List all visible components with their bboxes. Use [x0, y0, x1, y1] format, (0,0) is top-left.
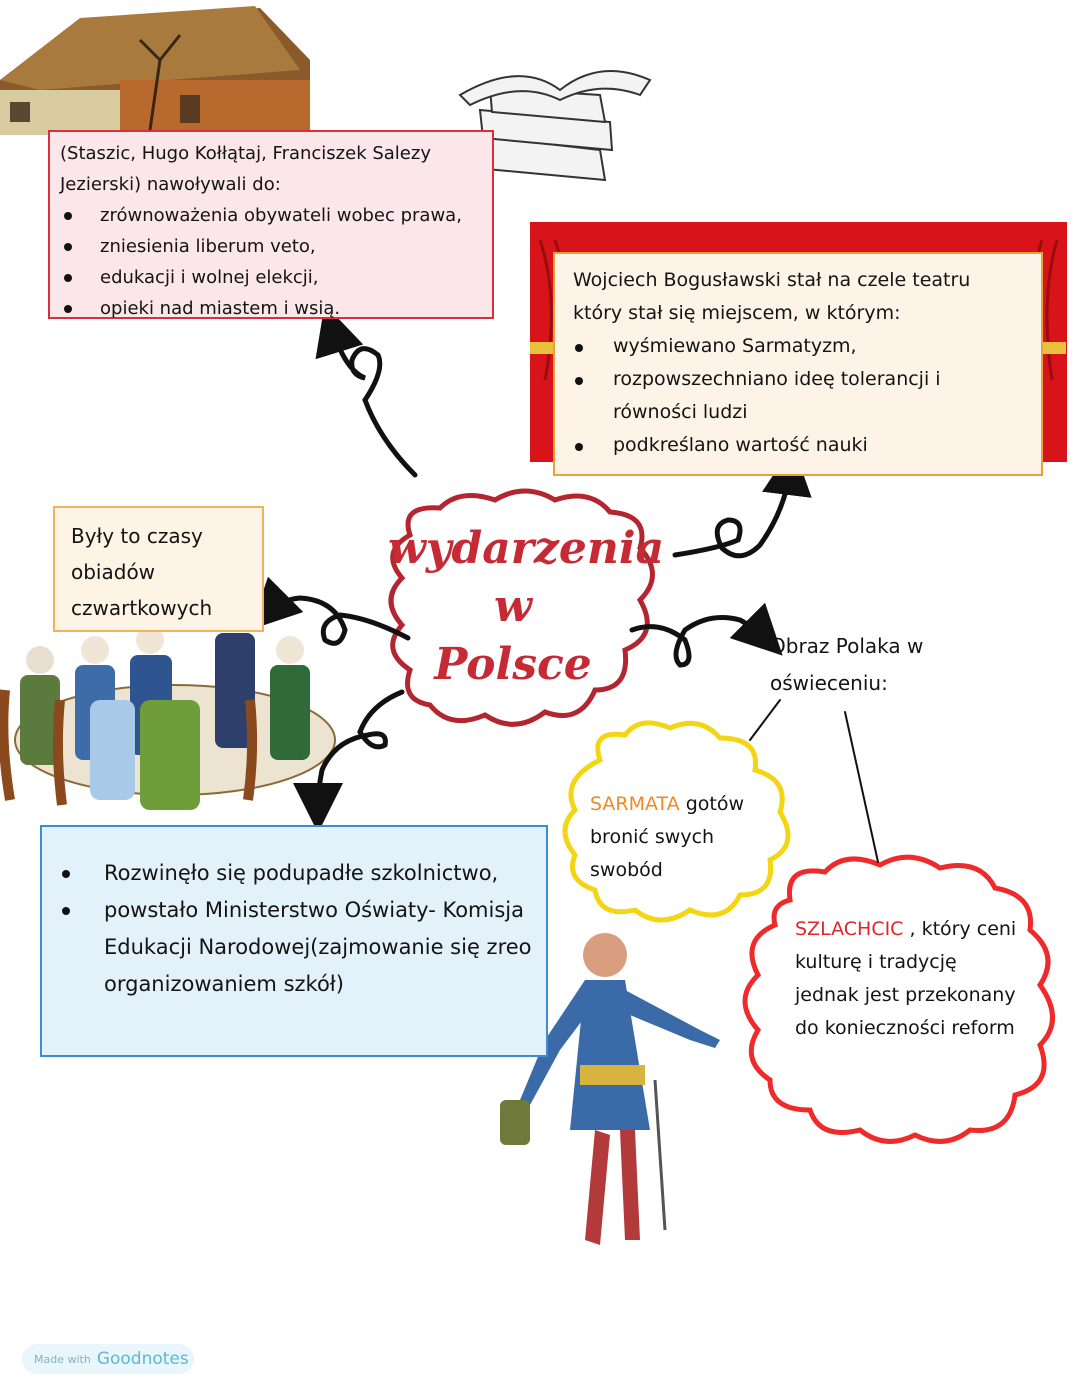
badge-prefix: Made with [34, 1352, 91, 1366]
szlachcic-keyword: SZLACHCIC [795, 918, 904, 940]
list-item: opieki nad miastem i wsią. [60, 293, 482, 324]
dinner-party-illustration [3, 604, 335, 810]
education-list [58, 855, 534, 1003]
list-item: podkreślano wartość nauki [573, 429, 1023, 462]
theatre-list [573, 330, 1023, 462]
reformers-intro: (Staszic, Hugo Kołłątaj, Franciszek Salezy Jezierski) nawoływali do: [60, 143, 431, 195]
list-item: edukacji i wolnej elekcji, [60, 262, 482, 293]
szlachcic-description: , który ceni kulturę i tradycję jednak jest przekonany do konieczności reform [795, 918, 1017, 1039]
cottage-illustration [0, 6, 310, 135]
center-title-line1: wydarzenia [388, 523, 665, 574]
badge-brand: Goodnotes [96, 1349, 189, 1369]
dinners-box [53, 506, 264, 632]
center-title [388, 520, 665, 694]
center-title-line2: w [494, 581, 532, 632]
sarmata-keyword: SARMATA [590, 793, 680, 815]
center-title-line3: Polsce [434, 639, 592, 690]
education-box [40, 825, 548, 1057]
list-item: wyśmiewano Sarmatyzm, [573, 330, 1023, 363]
theatre-intro: Wojciech Bogusławski stał na czele teatru który stał się miejscem, w którym: [573, 269, 971, 324]
list-item: powstało Ministerstwo Oświaty- Komisja Edukacji Narodowej(zajmowanie się zreo organizowaniem szkół) [58, 892, 534, 1003]
reformers-box [48, 130, 494, 319]
list-item: zrównoważenia obywateli wobec prawa, [60, 200, 482, 231]
szlachcic-text [795, 913, 1025, 1045]
dinners-text: Były to czasy obiadów czwartkowych [71, 524, 213, 620]
polak-heading: Obraz Polaka w oświeceniu: [770, 634, 924, 695]
sarmata-text [590, 788, 775, 887]
sarmata-description: gotów bronić swych swobód [590, 793, 745, 881]
goodnotes-badge[interactable] [22, 1344, 194, 1374]
list-item: zniesienia liberum veto, [60, 231, 482, 262]
reformers-list [60, 200, 482, 324]
theatre-box [553, 252, 1043, 476]
list-item: Rozwinęło się podupadłe szkolnictwo, [58, 855, 534, 892]
list-item: rozpowszechniano ideę tolerancji i równości ludzi [573, 363, 1023, 429]
